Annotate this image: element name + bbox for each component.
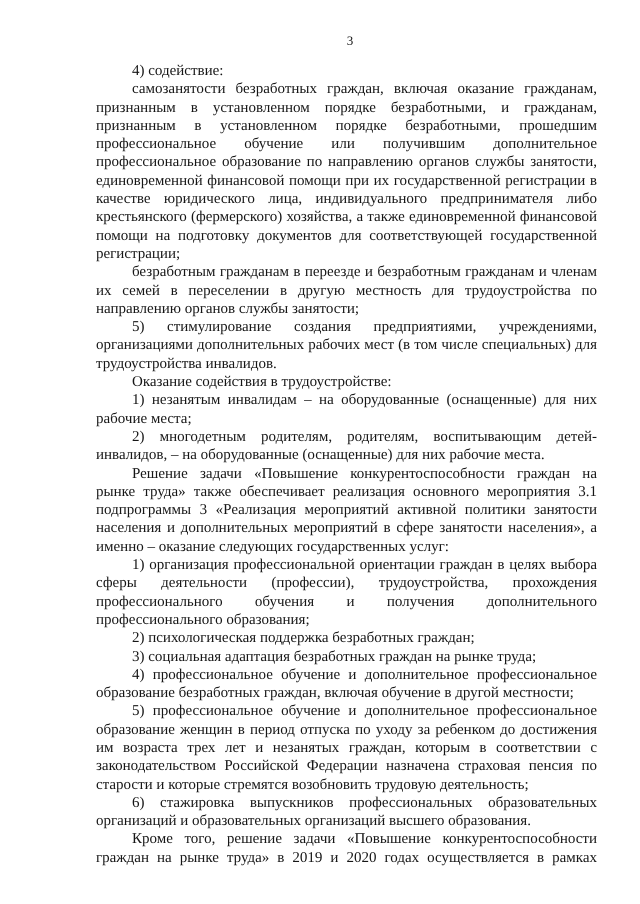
paragraph-employment-assistance: Оказание содействия в трудоустройстве:: [132, 374, 392, 391]
paragraph-service-3: 3) социальная адаптация безработных граждан на рынке труда;: [132, 648, 537, 665]
paragraph-relocation: безработным гражданам в переезде и безработным гражданам и членам их семей в переселении в другую местность для трудоустройства по направлению органов службы занятости;: [96, 264, 597, 317]
paragraph-service-2: 2) психологическая поддержка безработных граждан;: [132, 630, 475, 647]
paragraph-task-solution: Решение задачи «Повышение конкурентоспособности граждан на рынке труда» также обеспечивает реализация основного мероприятия 3.1 подпрограммы 3 «Реализация мероприятий активной политики занятости населения и дополнительных мероприятий в сфере занятости населения», а именно – оказание следующих государственных услуг:: [96, 465, 597, 555]
paragraph-service-5: 5) профессиональное обучение и дополнительное профессиональное образование женщин в период отпуска по уходу за ребенком до достижения им возраста трех лет и незанятых граждан, которым в соответствии с законодательством Российской Федерации назначена страховая пенсия по старости и которые стремятся возобновить трудовую деятельность;: [96, 703, 597, 793]
page-number: 3: [346, 33, 354, 48]
paragraph-item-parents: 2) многодетным родителям, родителям, воспитывающим детей-инвалидов, – на оборудованные (оснащенные) для них рабочие места.: [96, 428, 597, 464]
paragraph-additionally: Кроме того, решение задачи «Повышение конкурентоспособности граждан на рынке труда» в 2019 и 2020 годах осуществляется в рамках: [96, 831, 597, 866]
paragraph-service-4: 4) профессиональное обучение и дополнительное профессиональное образование безработных граждан, включая обучение в другой местности;: [96, 666, 597, 702]
paragraph-item-disabled: 1) незанятым инвалидам – на оборудованные (оснащенные) для них рабочие места;: [96, 392, 597, 427]
document-body: [96, 62, 597, 867]
paragraph-assistance-heading: 4) содействие:: [132, 63, 224, 79]
paragraph-service-1: 1) организация профессиональной ориентации граждан в целях выбора сферы деятельности (профессии), трудоустройства, прохождения профессионального обучения и получения дополнительного профессионального образования;: [96, 557, 597, 628]
paragraph-self-employment: самозанятости безработных граждан, включая оказание гражданам, признанным в установленном порядке безработными, и гражданам, признанным в установленном порядке безработными, прошедшим профессиональное обучение или получившим дополнительное профессиональное образование по направлению органов службы занятости, единовременной финансовой помощи при их государственной регистрации в качестве юридического лица, индивидуального предпринимателя либо крестьянского (фермерского) хозяйства, а также единовременной финансовой помощи на подготовку документов для соответствующей государственной регистрации;: [96, 81, 597, 262]
paragraph-job-creation: 5) стимулирование создания предприятиями, учреждениями, организациями дополнительных рабочих мест (в том числе специальных) для трудоустройства инвалидов.: [96, 319, 597, 372]
paragraph-service-6: 6) стажировка выпускников профессиональных образовательных организаций и образовательных организаций высшего образования.: [96, 794, 597, 830]
